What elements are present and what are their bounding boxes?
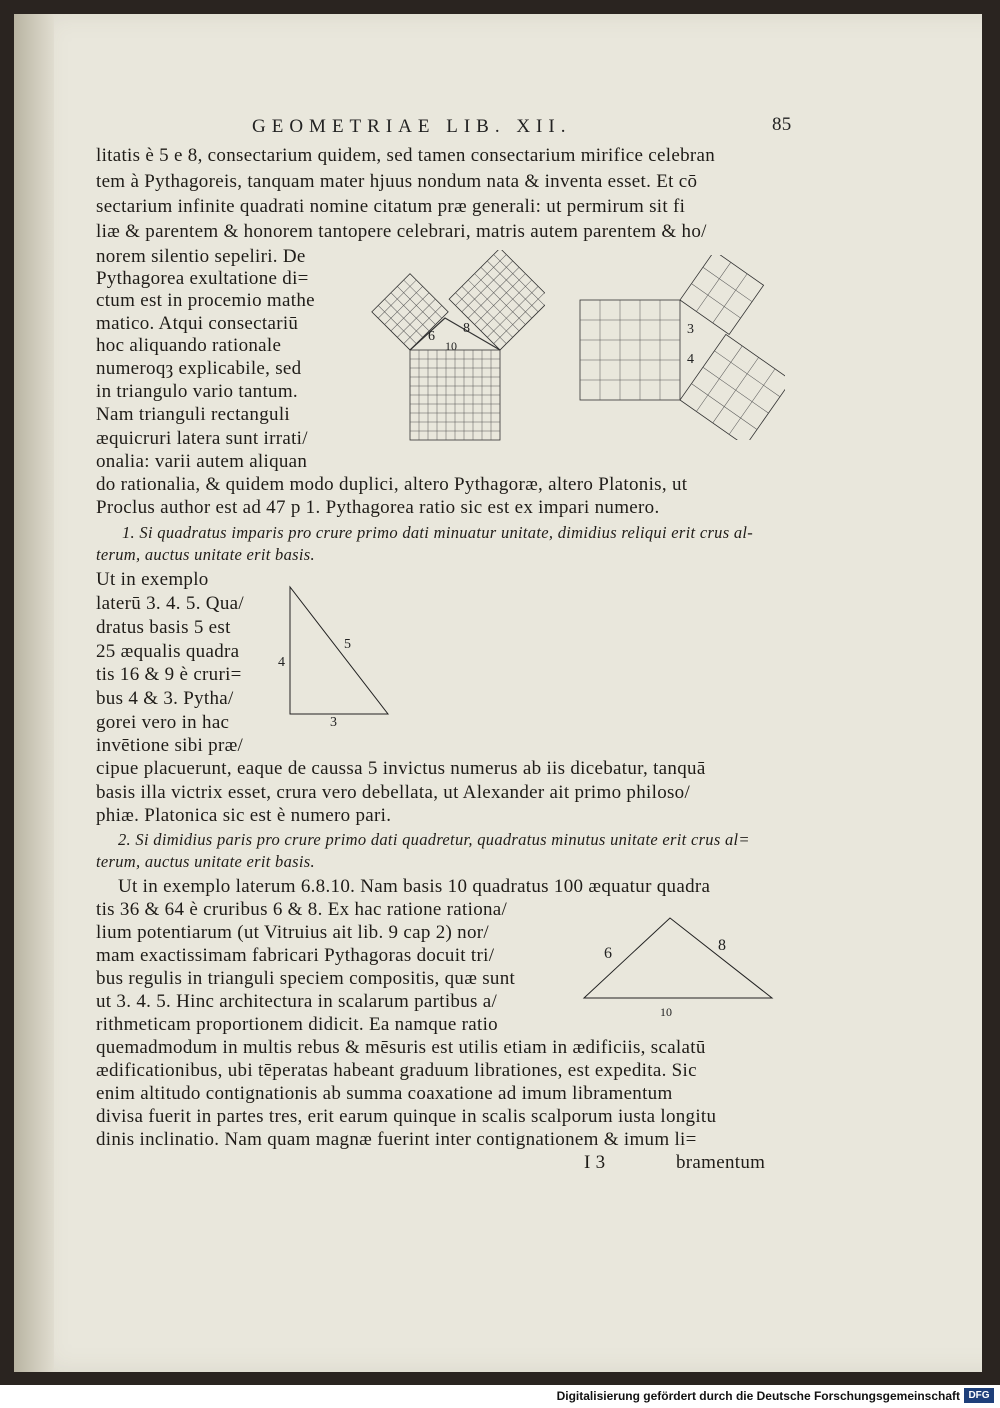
- column-line: bus 4 & 3. Pytha/: [96, 688, 234, 709]
- column-line: tis 16 & 9 è cruri=: [96, 664, 242, 685]
- rule-1-number: 1.: [122, 523, 135, 542]
- figure-4-label-right: 8: [718, 937, 726, 954]
- rule-2-line-1: [118, 830, 750, 850]
- body-line: do rationalia, & quidem modo duplici, altero Pythagoræ, altero Platonis, ut: [96, 474, 688, 495]
- figure-4-label-left: 6: [604, 945, 612, 962]
- rule-1-text: Si quadratus imparis pro crure primo dati minuatur unitate, dimidius reliqui erit crus al-: [139, 523, 754, 542]
- body-line: enim altitudo contignationis ab summa coaxatione ad imum libramentum: [96, 1083, 673, 1104]
- column-line: hoc aliquando rationale: [96, 335, 282, 356]
- column-line: Ut in exemplo: [96, 569, 209, 590]
- figure-3-label-base: 3: [330, 715, 337, 727]
- figure-triangle-3-4-5: [278, 582, 408, 727]
- column-line: norem silentio sepeliri. De: [96, 246, 306, 267]
- body-line: tem à Pythagoreis, tanquam mater hjuus nondum nata & inventa esset. Et cō: [96, 171, 698, 192]
- figure-4-label-base: 10: [660, 1005, 672, 1019]
- column-line: Nam trianguli rectanguli: [96, 404, 290, 425]
- body-line: ædificationibus, ubi tēperatas habeant graduum librationes, est expedita. Sic: [96, 1060, 697, 1081]
- column-line: bus regulis in trianguli speciem compositis, quæ sunt: [96, 968, 516, 989]
- column-line: dratus basis 5 est: [96, 617, 231, 638]
- column-line: ut 3. 4. 5. Hinc architectura in scalarum partibus a/: [96, 991, 498, 1012]
- rule-2-text: Si dimidius paris pro crure primo dati quadretur, quadratus minutus unitate erit crus al=: [135, 830, 750, 849]
- figure-1-label-a: 6: [428, 329, 435, 344]
- body-line: quemadmodum in multis rebus & mēsuris est utilis etiam in ædificiis, scalatū: [96, 1037, 706, 1058]
- column-line: ctum est in procemio mathe: [96, 290, 315, 311]
- rule-1-line-2: terum, auctus unitate erit basis.: [96, 545, 315, 564]
- figure-1-label-b: 8: [463, 321, 470, 336]
- body-line: litatis è 5 e 8, consectarium quidem, sed tamen consectarium mirifice celebran: [96, 145, 716, 166]
- body-line: liæ & parentem & honorem tantopere celebrari, matris autem parentem & ho/: [96, 221, 707, 242]
- rule-2-number: 2.: [118, 830, 131, 849]
- column-line: Pythagorea exultatione di=: [96, 268, 309, 289]
- column-line: lium potentiarum (ut Vitruius ait lib. 9 cap 2) nor/: [96, 922, 489, 943]
- rule-2-line-2: terum, auctus unitate erit basis.: [96, 852, 315, 871]
- column-line: mam exactissimam fabricari Pythagoras docuit tri/: [96, 945, 495, 966]
- body-line: tis 36 & 64 è cruribus 6 & 8. Ex hac ratione rationa/: [96, 899, 508, 920]
- figure-triangle-6-8-10: [582, 912, 782, 1022]
- figure-2-label-b: 4: [687, 352, 694, 367]
- figure-3-label-hyp: 5: [344, 637, 351, 652]
- page-gutter-shadow: [14, 14, 54, 1372]
- column-line: laterū 3. 4. 5. Qua/: [96, 593, 244, 614]
- running-title: GEOMETRIAE LIB. XII.: [252, 116, 572, 137]
- column-line: æquicruri latera sunt irrati/: [96, 428, 308, 449]
- column-line: matico. Atqui consectariū: [96, 313, 299, 334]
- figure-pythagorean-squares-2: [575, 255, 785, 440]
- catchword: bramentum: [676, 1152, 766, 1173]
- footer-bar: [0, 1385, 1000, 1408]
- figure-2-label-a: 3: [687, 322, 694, 337]
- column-line: in triangulo vario tantum.: [96, 381, 298, 402]
- column-line: numeroqȝ explicabile, sed: [96, 358, 302, 379]
- page-number: 85: [772, 114, 792, 135]
- body-line: phiæ. Platonica sic est è numero pari.: [96, 805, 392, 826]
- figure-1-label-c: 10: [445, 339, 457, 353]
- column-line: rithmeticam proportionem didicit. Ea namque ratio: [96, 1014, 498, 1035]
- figure-3-label-leg: 4: [278, 655, 285, 670]
- body-line: dinis inclinatio. Nam quam magnæ fuerint inter contignationem & imum li=: [96, 1129, 697, 1150]
- body-line: sectarium infinite quadrati nomine citatum præ generali: ut permirum sit fi: [96, 196, 686, 217]
- figure-pythagorean-squares-1: [365, 250, 545, 450]
- body-line: Ut in exemplo laterum 6.8.10. Nam basis 10 quadratus 100 æquatur quadra: [118, 876, 711, 897]
- column-line: invētione sibi præ/: [96, 735, 244, 756]
- column-line: 25 æqualis quadra: [96, 641, 240, 662]
- column-line: gorei vero in hac: [96, 712, 230, 733]
- signature-mark: I 3: [584, 1152, 606, 1173]
- body-line: divisa fuerit in partes tres, erit earum quinque in scalis scalporum iusta longitu: [96, 1106, 717, 1127]
- dfg-logo: DFG: [964, 1388, 994, 1403]
- column-line: onalia: varii autem aliquan: [96, 451, 308, 472]
- body-line: Proclus author est ad 47 p 1. Pythagorea ratio sic est ex impari numero.: [96, 497, 660, 518]
- rule-1-line-1: [122, 523, 753, 543]
- body-line: cipue placuerunt, eaque de caussa 5 invictus numerus ab iis dicebatur, tanquā: [96, 758, 706, 779]
- funding-credit: Digitalisierung gefördert durch die Deutsche Forschungsgemeinschaft: [556, 1389, 960, 1403]
- body-line: basis illa victrix esset, crura vero debellata, ut Alexander ait primo philoso/: [96, 782, 691, 803]
